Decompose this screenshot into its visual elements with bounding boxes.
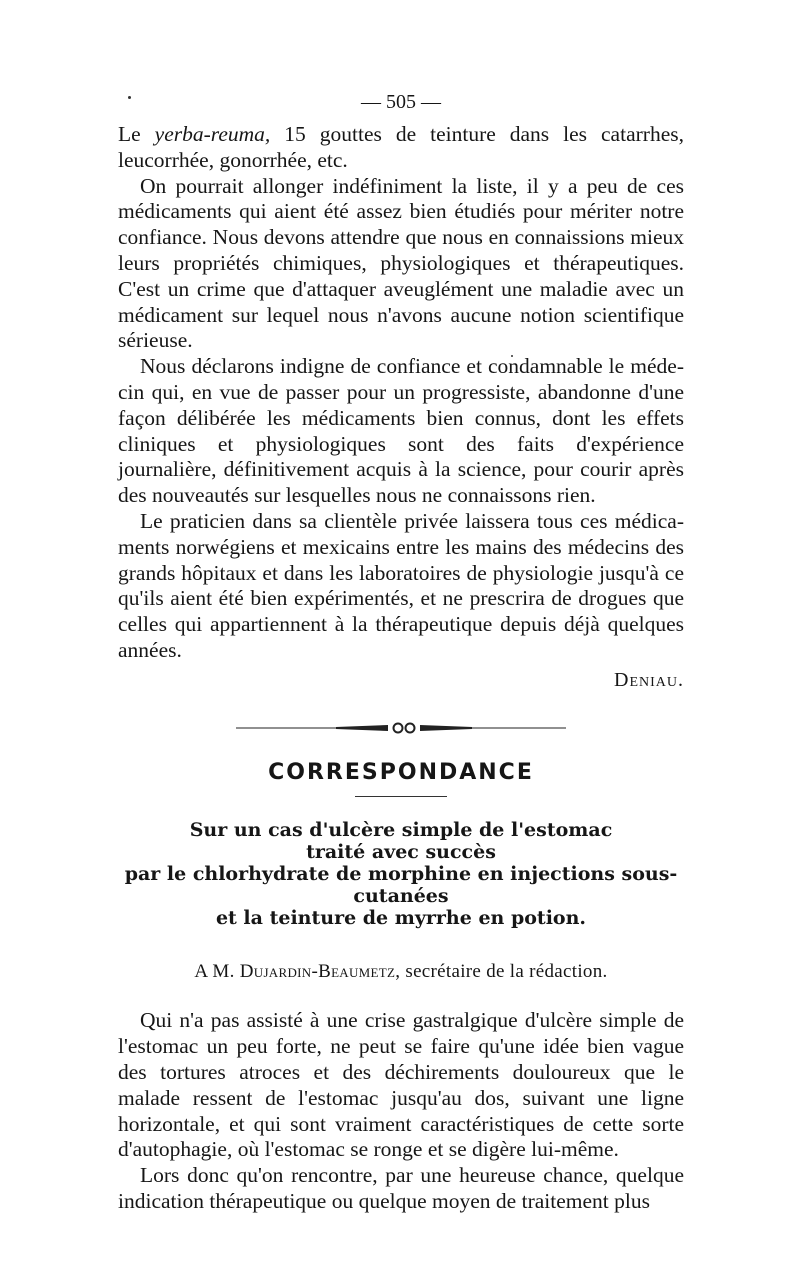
article-title-line: traité avec succès [306, 840, 496, 863]
continuation-rest: 15 gouttes de teinture dans les catarrhes, leucorrhée, gonorrhée, etc. [118, 122, 684, 172]
page-number: — 505 — [361, 91, 441, 113]
decorative-divider [118, 718, 684, 736]
addressee-suffix: secrétaire de la rédaction. [400, 960, 608, 982]
addressee-line [118, 959, 684, 985]
addressee-prefix: A M. [194, 960, 240, 982]
letter-paragraph: Lors donc qu'on rencontre, par une heureuse chance, quelque indication thérapeutique ou quelque moyen de traitement plus [118, 1163, 684, 1213]
addressee-name: Dujardin-Beaumetz, [239, 960, 401, 982]
article-title-line: par le chlorhydrate de morphine en injections sous-cutanées [124, 862, 678, 907]
signature: Deniau. [614, 668, 684, 691]
article-title [118, 819, 684, 929]
article-title-line: Sur un cas d'ulcère simple de l'estomac [189, 818, 613, 841]
page [118, 82, 684, 1215]
section-heading: CORRESPONDANCE [268, 759, 534, 785]
body-paragraph: Nous déclarons indigne de confiance et condamnable le médecin qui, en vue de passer pour un progressiste, abandonne d'une façon délibérée les médicaments bien connus, dont les effets cliniques et physiologiques sont des faits d'expérience journalière, définitivement acquis à la science, pour courir après des nouveautés sur lesquelles nous ne connaissons rien. [118, 354, 684, 508]
continuation-paragraph [118, 122, 684, 174]
ornament-icon [236, 719, 566, 737]
continuation-lead: Le [118, 122, 155, 146]
body-paragraph: On pourrait allonger indéfiniment la liste, il y a peu de ces médicaments qui aient été assez bien étudiés pour mériter notre confiance. Nous devons attendre que nous en connaissions mieux leurs propriétés chimiques, physiologiques et thérapeutiques. C'est un crime que d'attaquer aveuglément une maladie avec un médicament sur lequel nous n'avons aucune notion scientifique sérieuse. [118, 173, 684, 353]
continuation-italic-term: yerba-reuma, [154, 122, 271, 146]
body-paragraph: Le praticien dans sa clientèle privée laissera tous ces médicaments norwégiens et mexicains entre les mains des médecins des grands hôpitaux et dans les laboratoires de physiologie jusqu'à ce qu'ils aient été bien expérimentés, et ne prescrira de drogues que celles qui appartiennent à la thérapeutique depuis déjà quelques années. [118, 508, 684, 662]
heading-rule [355, 796, 447, 797]
letter-paragraph: Qui n'a pas assisté à une crise gastralgique d'ulcère simple de l'estomac un peu forte, ne peut se faire qu'une idée bien vague des tortures atroces et des déchirements douloureux que le malade ressent de l'estomac jusqu'au dos, suivant une ligne horizontale, et qui sont vraiment caractéristiques de cette sorte d'autophagie, où l'estomac se ronge et se digère lui-même. [118, 1008, 684, 1162]
article-title-line: et la teinture de myrrhe en potion. [215, 906, 587, 929]
